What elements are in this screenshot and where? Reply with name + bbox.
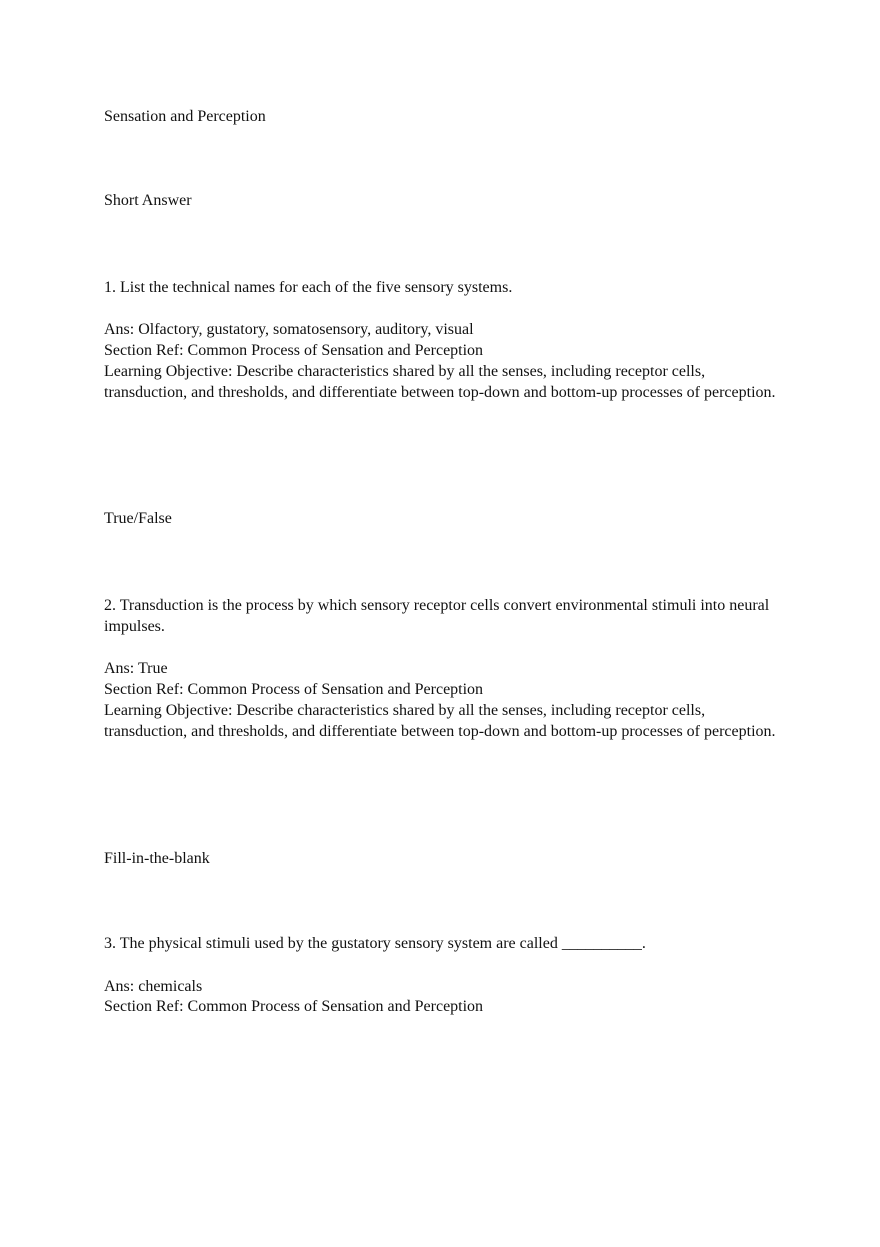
section-ref-2: Section Ref: Common Process of Sensation and Perception <box>104 681 484 698</box>
section-ref-1: Section Ref: Common Process of Sensation and Perception <box>104 342 484 359</box>
answer-1: Ans: Olfactory, gustatory, somatosensory, auditory, visual <box>104 321 474 338</box>
answer-3: Ans: chemicals <box>104 978 203 995</box>
question-1: 1. List the technical names for each of the five sensory systems. <box>104 279 513 296</box>
learning-objective-2: Learning Objective: Describe characteristics shared by all the senses, including receptor cells, transduction, and thresholds, and differentiate between top-down and bottom-up processes of perception. <box>104 702 776 740</box>
section-heading-true-false: True/False <box>104 510 172 527</box>
question-2: 2. Transduction is the process by which sensory receptor cells convert environmental stimuli into neural impulses. <box>104 597 770 635</box>
section-ref-3: Section Ref: Common Process of Sensation and Perception <box>104 998 484 1015</box>
learning-objective-1: Learning Objective: Describe characteristics shared by all the senses, including receptor cells, transduction, and thresholds, and differentiate between top-down and bottom-up processes of perception. <box>104 363 776 401</box>
question-3: 3. The physical stimuli used by the gustatory sensory system are called __________. <box>104 935 646 952</box>
document-title: Sensation and Perception <box>104 108 266 125</box>
section-heading-fill-in-the-blank: Fill-in-the-blank <box>104 850 210 867</box>
section-heading-short-answer: Short Answer <box>104 192 192 209</box>
answer-2: Ans: True <box>104 660 168 677</box>
